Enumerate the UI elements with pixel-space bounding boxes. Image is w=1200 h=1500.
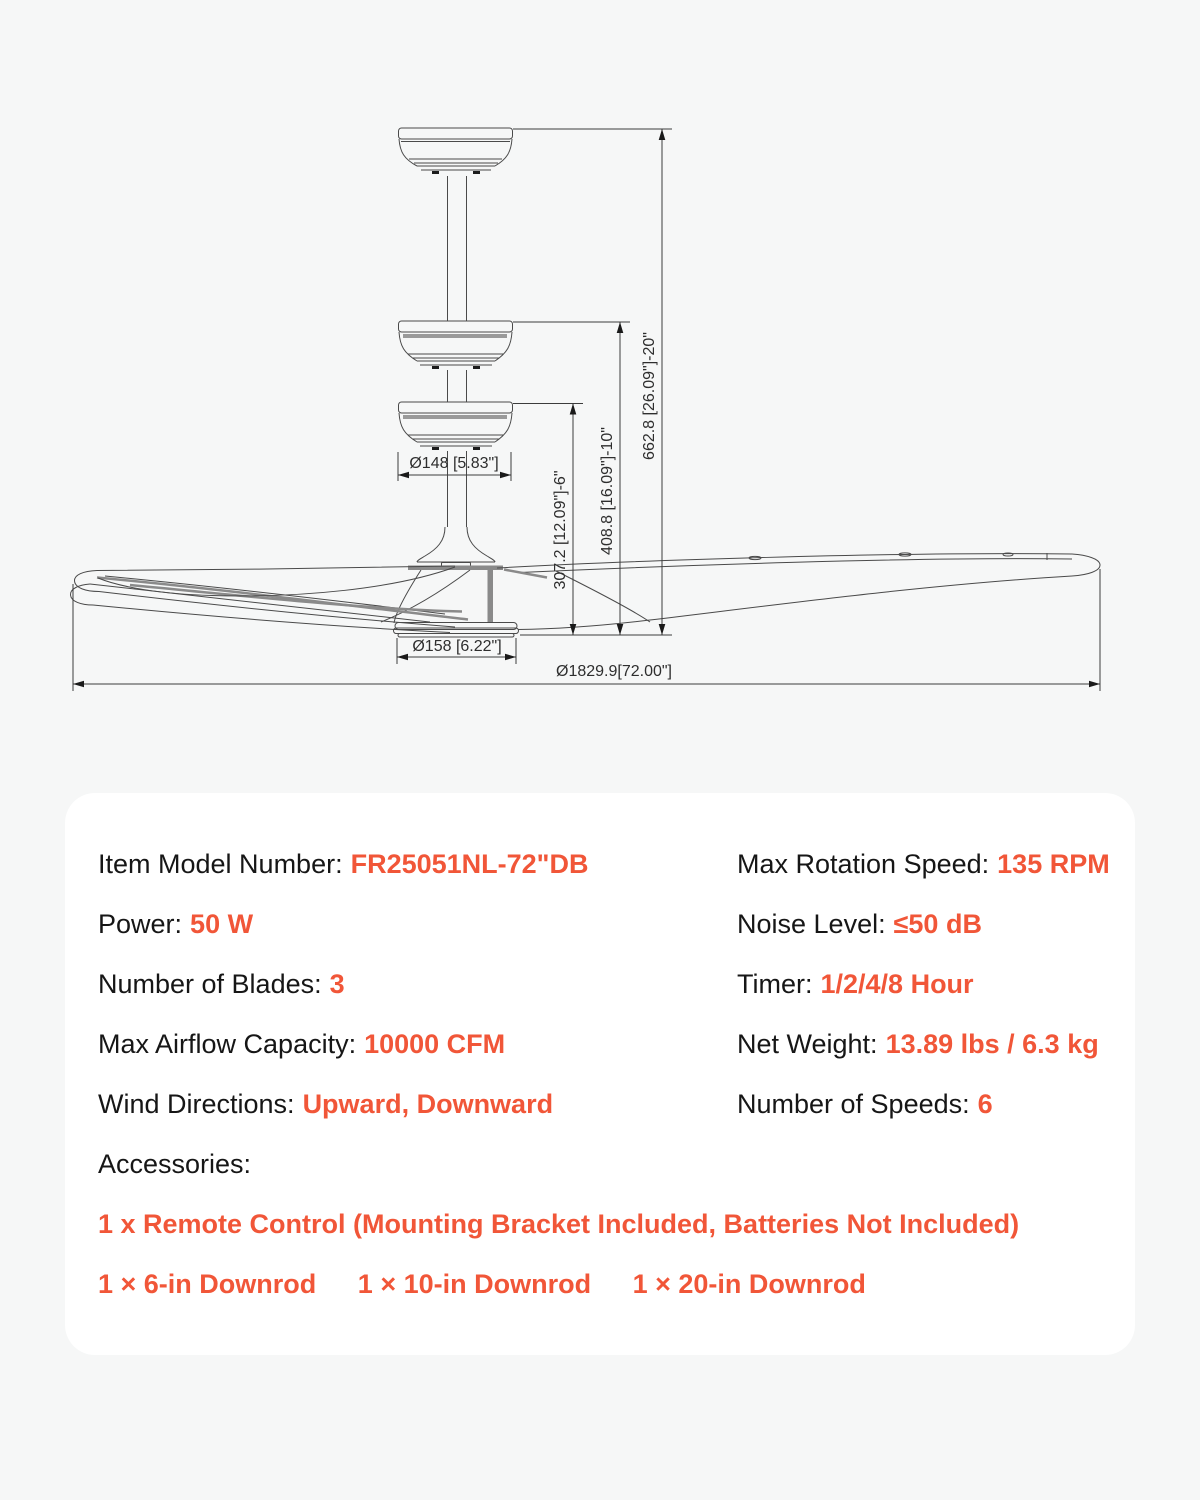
dim-canopy-diameter: Ø148 [5.83"] [409, 455, 499, 472]
downrod-20in [448, 176, 467, 321]
spec-label: Item Model Number: [98, 849, 343, 879]
spec-value: 1/2/4/8 Hour [820, 969, 974, 999]
spec-accessory-downrods [98, 1269, 900, 1299]
dimension-arrows [73, 129, 1100, 687]
spec-value: 3 [329, 969, 345, 999]
spec-value: ≤50 dB [893, 909, 982, 939]
spec-label: Wind Directions: [98, 1089, 295, 1119]
spec-value: 13.89 lbs / 6.3 kg [885, 1029, 1099, 1059]
spec-accessories-heading [98, 1149, 251, 1179]
spec-value: 135 RPM [997, 849, 1110, 879]
spec-value: 50 W [190, 909, 254, 939]
spec-number-of-blades [98, 969, 345, 999]
spec-label: Power: [98, 909, 183, 939]
downrod-item: 1 × 20-in Downrod [632, 1269, 866, 1299]
dimension-lines [73, 129, 1100, 691]
spec-value: Upward, Downward [302, 1089, 554, 1119]
spec-value: 10000 CFM [364, 1029, 506, 1059]
blade-root-curves [98, 567, 455, 596]
spec-label: Max Airflow Capacity: [98, 1029, 357, 1059]
dim-height-6in: 307.2 [12.09"]-6" [552, 470, 569, 590]
downrod-mid-segment [448, 370, 467, 402]
spec-accessory-remote [98, 1209, 1019, 1239]
dim-blade-span: Ø1829.9[72.00"] [556, 663, 672, 680]
blade-right [497, 553, 1100, 630]
spec-panel [65, 793, 1135, 1355]
spec-max-rotation-speed [737, 849, 1110, 879]
spec-number-of-speeds [737, 1089, 993, 1119]
downrod-item: 1 × 6-in Downrod [98, 1269, 317, 1299]
spec-label: Number of Speeds: [737, 1089, 970, 1119]
spec-label: Max Rotation Speed: [737, 849, 990, 879]
dim-height-10in: 408.8 [16.09"]-10" [599, 427, 616, 555]
spec-value: 6 [977, 1089, 993, 1119]
spec-label: Number of Blades: [98, 969, 322, 999]
spec-timer [737, 969, 974, 999]
spec-value: 1 x Remote Control (Mounting Bracket Included, Batteries Not Included) [98, 1209, 1020, 1239]
dim-motor-diameter: Ø158 [6.22"] [412, 638, 502, 655]
spec-label: Net Weight: [737, 1029, 878, 1059]
spec-label: Timer: [737, 969, 813, 999]
spec-model-number [98, 849, 588, 879]
spec-value: FR25051NL-72"DB [350, 849, 589, 879]
spec-noise-level [737, 909, 982, 939]
spec-net-weight [737, 1029, 1099, 1059]
canopy-top [399, 128, 513, 173]
bottom-cap [394, 623, 519, 638]
dim-height-20in: 662.8 [26.09"]-20" [641, 332, 658, 460]
downrod-item: 1 × 10-in Downrod [357, 1269, 592, 1299]
motor-housing [417, 527, 495, 568]
spec-label: Noise Level: [737, 909, 886, 939]
spec-wind-directions [98, 1089, 553, 1119]
spec-power [98, 909, 253, 939]
canopy-lower [399, 402, 513, 449]
spec-max-airflow [98, 1029, 505, 1059]
canopy-middle [399, 321, 513, 368]
spec-label: Accessories: [98, 1149, 252, 1179]
